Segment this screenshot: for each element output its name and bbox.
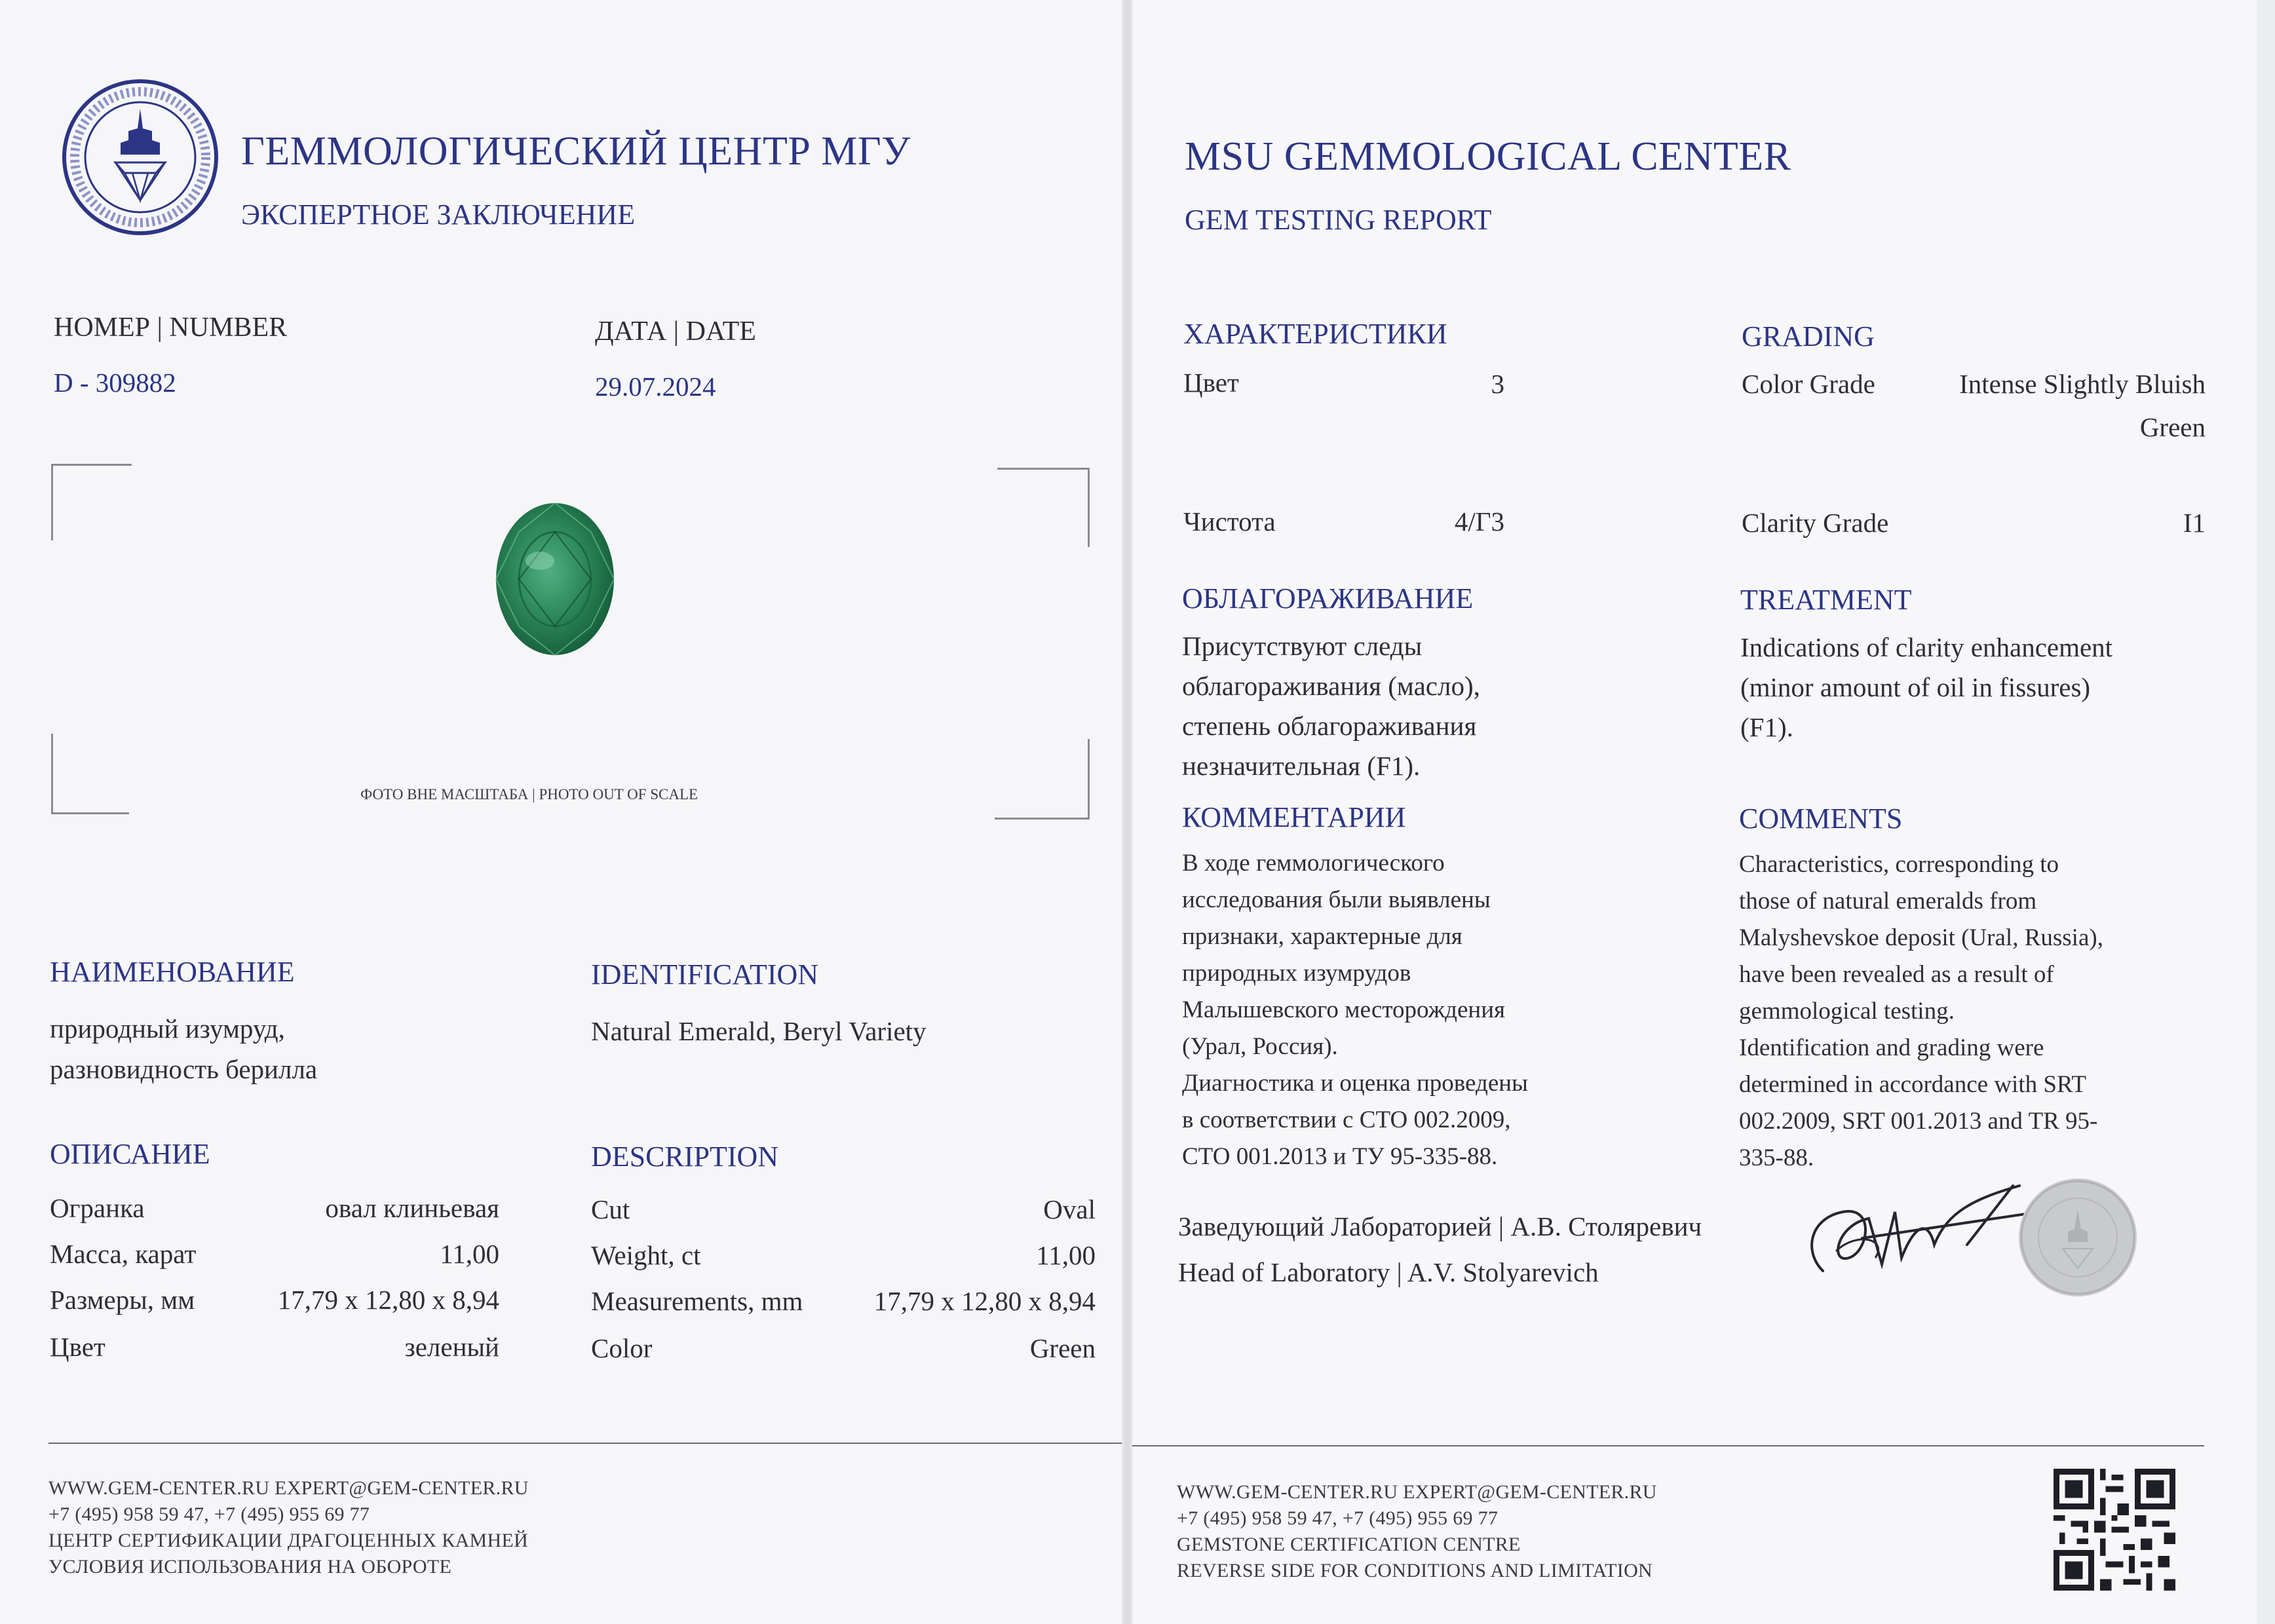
footer-line: +7 (495) 958 59 47, +7 (495) 955 69 77	[1177, 1507, 1499, 1529]
footer-line: +7 (495) 958 59 47, +7 (495) 955 69 77	[48, 1503, 370, 1525]
footer-line: REVERSE SIDE FOR CONDITIONS AND LIMITATION	[1177, 1560, 1653, 1581]
msu-logo-icon	[60, 77, 220, 237]
desc-en-label: Color	[591, 1333, 653, 1363]
grading-clarity-value-en: I1	[2183, 508, 2206, 538]
certificate-right-page	[1132, 0, 2257, 1624]
desc-en-value: Oval	[1043, 1194, 1096, 1224]
grading-color-value-en: Intense Slightly Bluish	[1959, 369, 2206, 399]
identification-value: Natural Emerald, Beryl Variety	[591, 1016, 927, 1046]
number-label: НОМЕР | NUMBER	[54, 312, 288, 343]
emerald-stone-photo	[493, 500, 617, 658]
comments-en-text: Characteristics, corresponding to those of natural emeralds from Malyshevskoe deposit (Ural, Russia), have been revealed as a result of gemmological testing. Identification and grading were determined in accordance with SRT 002.2009, SRT 001.2013 and TR 95- 335-88.	[1739, 851, 2103, 1171]
photo-frame-corner	[995, 739, 1090, 820]
description-ru-heading: ОПИСАНИЕ	[50, 1138, 210, 1170]
grading-color-value-ru: 3	[1491, 369, 1504, 399]
desc-ru-label: Масса, карат	[50, 1239, 197, 1269]
footer-divider	[1132, 1445, 2204, 1446]
grading-clarity-label-en: Clarity Grade	[1742, 508, 1889, 538]
footer-line: GEMSTONE CERTIFICATION CENTRE	[1177, 1534, 1521, 1555]
desc-ru-label: Размеры, мм	[50, 1285, 195, 1315]
desc-ru-label: Цвет	[50, 1332, 105, 1362]
footer-line: УСЛОВИЯ ИСПОЛЬЗОВАНИЯ НА ОБОРОТЕ	[48, 1556, 452, 1577]
desc-en-label: Cut	[591, 1194, 630, 1224]
date-label: ДАТА | DATE	[595, 316, 756, 347]
treatment-en-text: Indications of clarity enhancement (minor amount of oil in fissures) (F1).	[1740, 632, 2113, 742]
org-title-en: MSU GEMMOLOGICAL CENTER	[1185, 134, 1791, 179]
desc-ru-value: 17,79 x 12,80 x 8,94	[277, 1285, 499, 1315]
naming-ru-heading: НАИМЕНОВАНИЕ	[50, 956, 295, 988]
naming-ru-line: природный изумруд,	[50, 1013, 285, 1044]
photo-caption: ФОТО ВНЕ МАСШТАБА | PHOTO OUT OF SCALE	[360, 786, 698, 803]
doc-title-en: GEM TESTING REPORT	[1185, 204, 1492, 236]
treatment-ru-text: Присутствуют следы облагораживания (масло), степень облагораживания незначительная (F1).	[1182, 631, 1480, 781]
round-stamp-icon	[2017, 1177, 2139, 1298]
description-en-heading: DESCRIPTION	[591, 1141, 779, 1173]
identification-heading: IDENTIFICATION	[591, 958, 819, 991]
desc-en-value: Green	[1029, 1333, 1096, 1363]
certificate-left-page	[0, 0, 1124, 1624]
footer-line: ЦЕНТР СЕРТИФИКАЦИИ ДРАГОЦЕННЫХ КАМНЕЙ	[48, 1530, 529, 1551]
desc-ru-value: овал клиньевая	[325, 1193, 499, 1223]
number-value: D - 309882	[54, 368, 176, 398]
qr-code-icon	[2054, 1469, 2175, 1591]
photo-frame-corner	[51, 734, 129, 814]
comments-ru-heading: КОММЕНТАРИИ	[1182, 801, 1406, 833]
photo-frame-corner	[51, 464, 132, 540]
grading-clarity-label-ru: Чистота	[1183, 506, 1276, 537]
date-value: 29.07.2024	[595, 371, 716, 402]
desc-ru-value: 11,00	[440, 1239, 499, 1269]
photo-frame-corner	[997, 468, 1090, 547]
footer-line: WWW.GEM-CENTER.RU EXPERT@GEM-CENTER.RU	[48, 1477, 529, 1499]
lab-head-en: Head of Laboratory | A.V. Stolyarevich	[1178, 1257, 1599, 1287]
grading-ru-heading: ХАРАКТЕРИСТИКИ	[1183, 318, 1447, 350]
lab-head-ru: Заведующий Лабораторией | А.В. Столяревич	[1178, 1211, 1702, 1241]
grading-en-heading: GRADING	[1742, 320, 1875, 352]
desc-en-value: 17,79 x 12,80 x 8,94	[873, 1286, 1096, 1316]
grading-clarity-value-ru: 4/Г3	[1454, 506, 1504, 537]
treatment-en-heading: TREATMENT	[1740, 584, 1912, 616]
desc-ru-label: Огранка	[50, 1193, 145, 1223]
desc-en-label: Weight, ct	[591, 1240, 701, 1270]
footer-divider	[48, 1443, 1124, 1444]
comments-en-heading: COMMENTS	[1739, 803, 1903, 835]
grading-color-value-en: Green	[2139, 412, 2206, 442]
org-title: ГЕММОЛОГИЧЕСКИЙ ЦЕНТР МГУ	[241, 129, 911, 174]
grading-color-label-ru: Цвет	[1183, 368, 1239, 398]
doc-title: ЭКСПЕРТНОЕ ЗАКЛЮЧЕНИЕ	[241, 198, 636, 231]
desc-ru-value: зеленый	[404, 1332, 499, 1362]
desc-en-value: 11,00	[1036, 1240, 1096, 1270]
signature-icon	[1797, 1173, 2046, 1291]
desc-en-label: Measurements, mm	[591, 1286, 803, 1316]
naming-ru-line: разновидность берилла	[50, 1054, 318, 1084]
comments-ru-text: В ходе геммологического исследования были выявлены признаки, характерные для природных изумрудов Малышевского месторождения (Урал, Россия). Диагностика и оценка проведены в соответствии с СТО 002.2009, СТО 001.2013 и ТУ 95-335-88.	[1182, 850, 1528, 1170]
grading-color-label-en: Color Grade	[1742, 369, 1875, 399]
footer-line: WWW.GEM-CENTER.RU EXPERT@GEM-CENTER.RU	[1177, 1481, 1657, 1503]
treatment-ru-heading: ОБЛАГОРАЖИВАНИЕ	[1182, 582, 1474, 614]
